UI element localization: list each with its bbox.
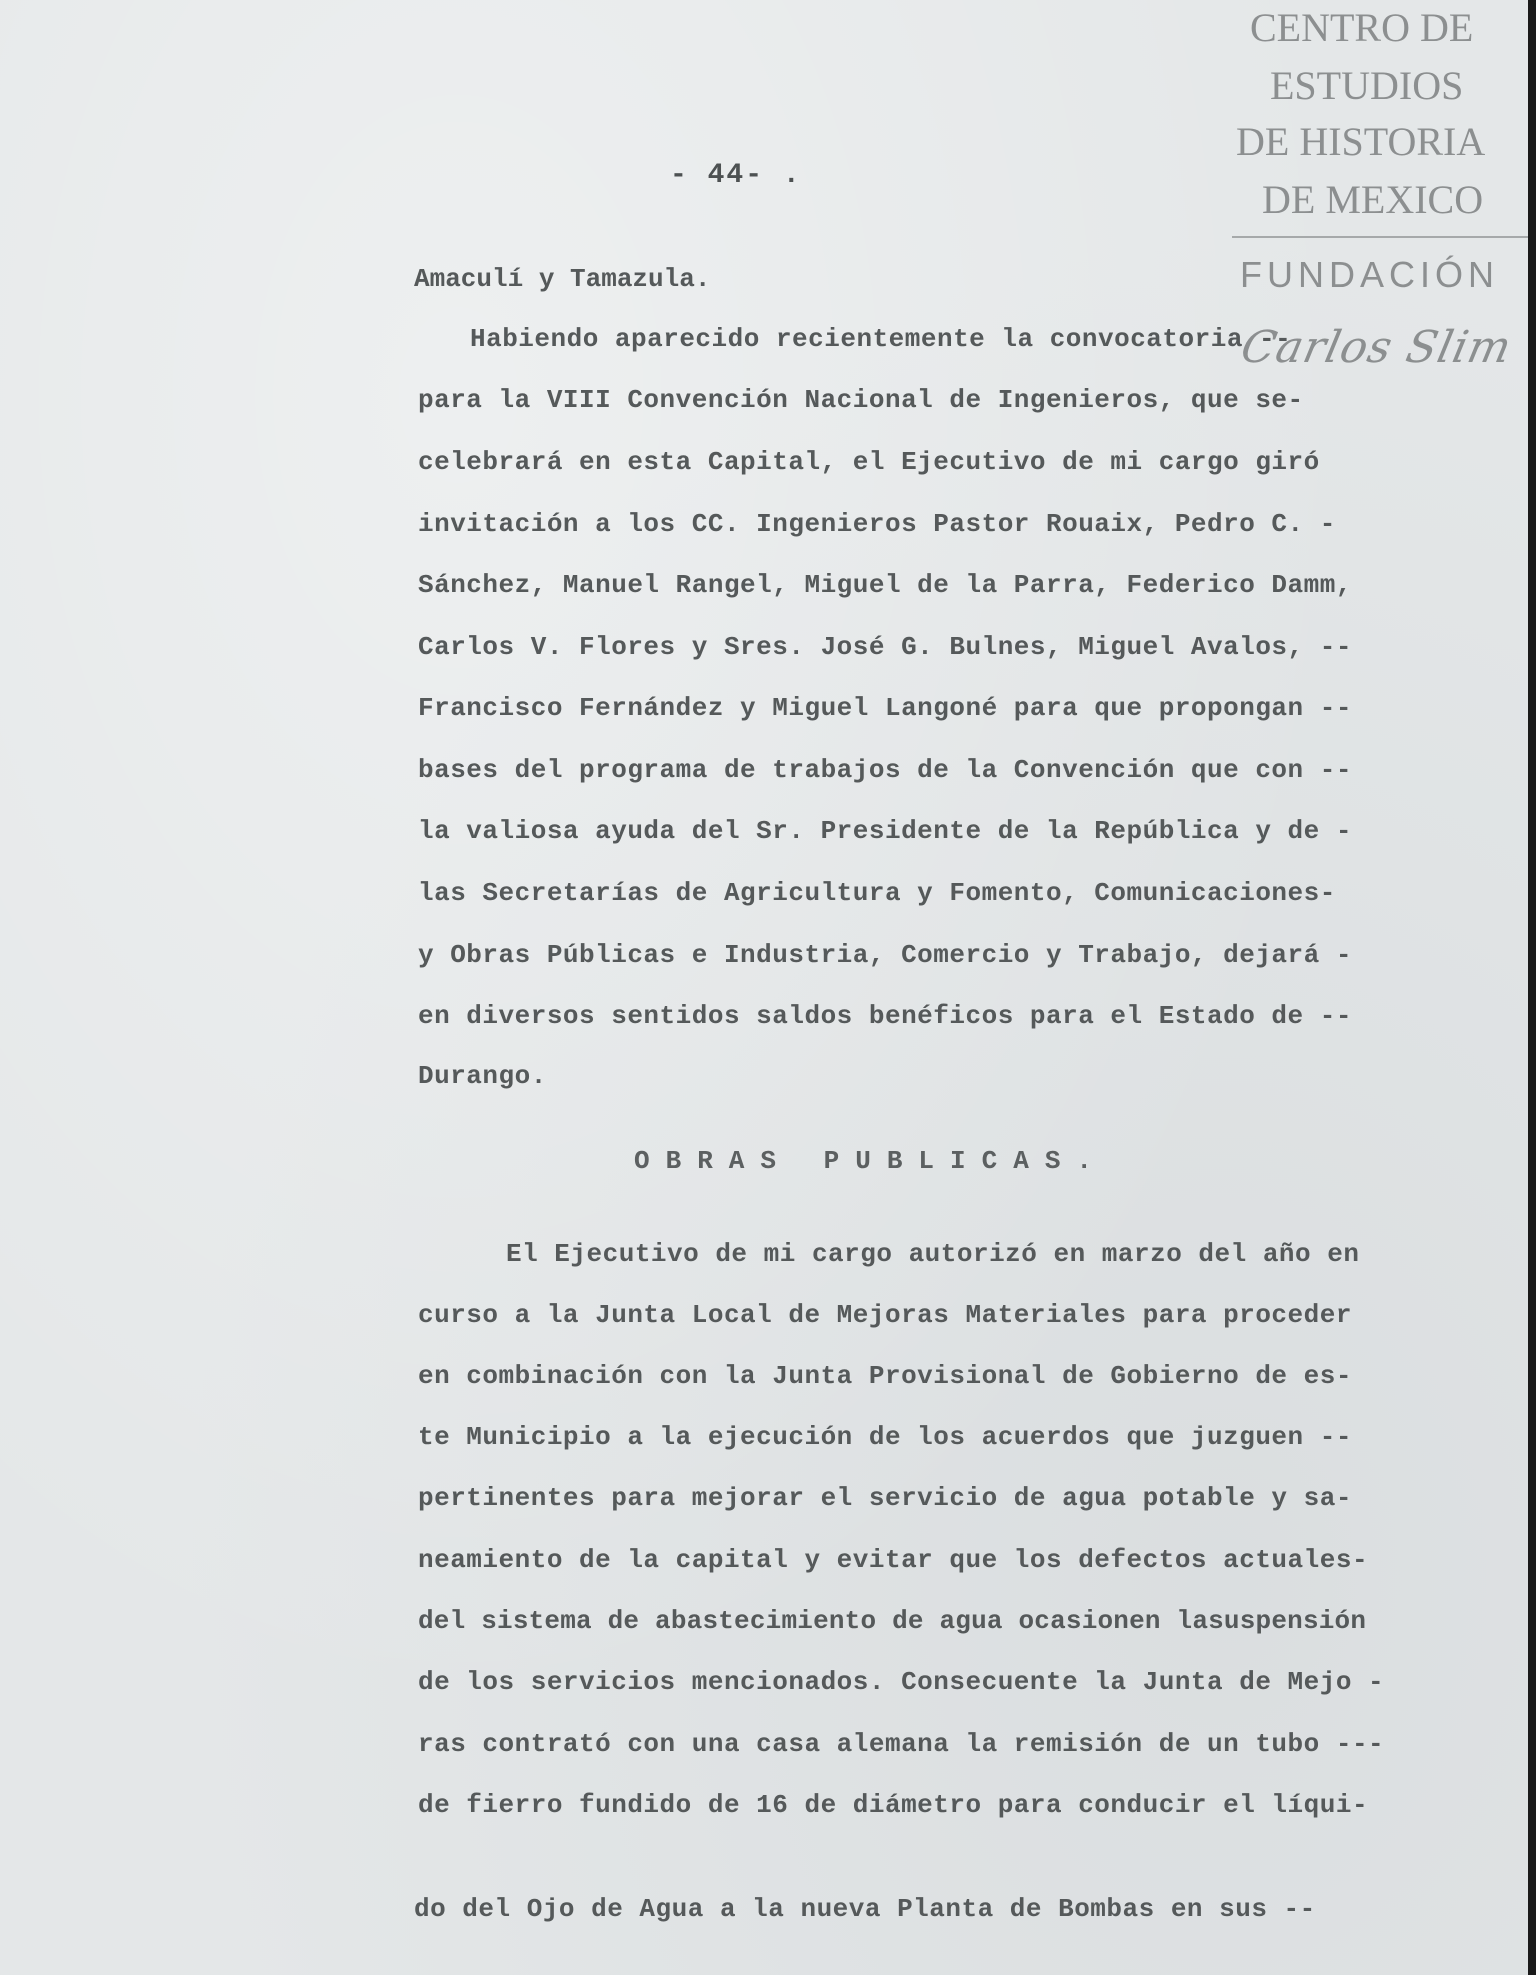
text-line: de fierro fundido de 16 de diámetro para conducir el líqui- xyxy=(418,1790,1369,1820)
stamp-signature: Carlos Slim xyxy=(1236,322,1517,373)
stamp-foundation: FUNDACIÓN xyxy=(1240,254,1499,295)
text-line: te Municipio a la ejecución de los acuerdos que juzguen -- xyxy=(418,1422,1352,1452)
text-line: Habiendo aparecido recientemente la convocatoria -- xyxy=(470,324,1292,354)
text-line: del sistema de abastecimiento de agua ocasionen lasuspensión xyxy=(418,1606,1367,1636)
archive-stamp xyxy=(1232,0,1528,380)
stamp-line: DE HISTORIA xyxy=(1236,119,1486,164)
stamp-divider xyxy=(1232,236,1528,238)
text-line: la valiosa ayuda del Sr. Presidente de la República y de - xyxy=(418,816,1352,846)
text-line: El Ejecutivo de mi cargo autorizó en marzo del año en xyxy=(506,1239,1360,1269)
page-number: - 44- . xyxy=(670,160,802,191)
text-line: de los servicios mencionados. Consecuente la Junta de Mejo - xyxy=(418,1667,1385,1697)
text-line: para la VIII Convención Nacional de Ingenieros, que se- xyxy=(418,385,1304,415)
text-line: Durango. xyxy=(418,1061,547,1091)
text-line: Amaculí y Tamazula. xyxy=(414,264,711,294)
stamp-line: ESTUDIOS xyxy=(1270,63,1464,108)
text-line: en diversos sentidos saldos benéficos para el Estado de -- xyxy=(418,1001,1352,1031)
text-line: Carlos V. Flores y Sres. José G. Bulnes, Miguel Avalos, -- xyxy=(418,632,1352,662)
text-line: bases del programa de trabajos de la Convención que con -- xyxy=(418,755,1352,785)
text-line: do del Ojo de Agua a la nueva Planta de Bombas en sus -- xyxy=(414,1894,1316,1924)
text-line: neamiento de la capital y evitar que los defectos actuales- xyxy=(418,1545,1369,1575)
stamp-line: CENTRO DE xyxy=(1250,5,1474,50)
text-line: curso a la Junta Local de Mejoras Materiales para proceder xyxy=(418,1300,1352,1330)
text-line: y Obras Públicas e Industria, Comercio y Trabajo, dejará - xyxy=(418,940,1352,970)
text-line: en combinación con la Junta Provisional de Gobierno de es- xyxy=(418,1361,1352,1391)
text-line: Sánchez, Manuel Rangel, Miguel de la Parra, Federico Damm, xyxy=(418,570,1352,600)
stamp-line: DE MEXICO xyxy=(1262,177,1484,222)
text-line: ras contrató con una casa alemana la remisión de un tubo --- xyxy=(418,1729,1385,1759)
text-line: Francisco Fernández y Miguel Langoné para que propongan -- xyxy=(418,693,1352,723)
text-line: pertinentes para mejorar el servicio de agua potable y sa- xyxy=(418,1483,1352,1513)
text-line: las Secretarías de Agricultura y Fomento, Comunicaciones- xyxy=(418,878,1336,908)
section-heading: OBRAS PUBLICAS. xyxy=(634,1146,1109,1176)
text-line: celebrará en esta Capital, el Ejecutivo de mi cargo giró xyxy=(418,447,1320,477)
text-line: invitación a los CC. Ingenieros Pastor Rouaix, Pedro C. - xyxy=(418,509,1336,539)
